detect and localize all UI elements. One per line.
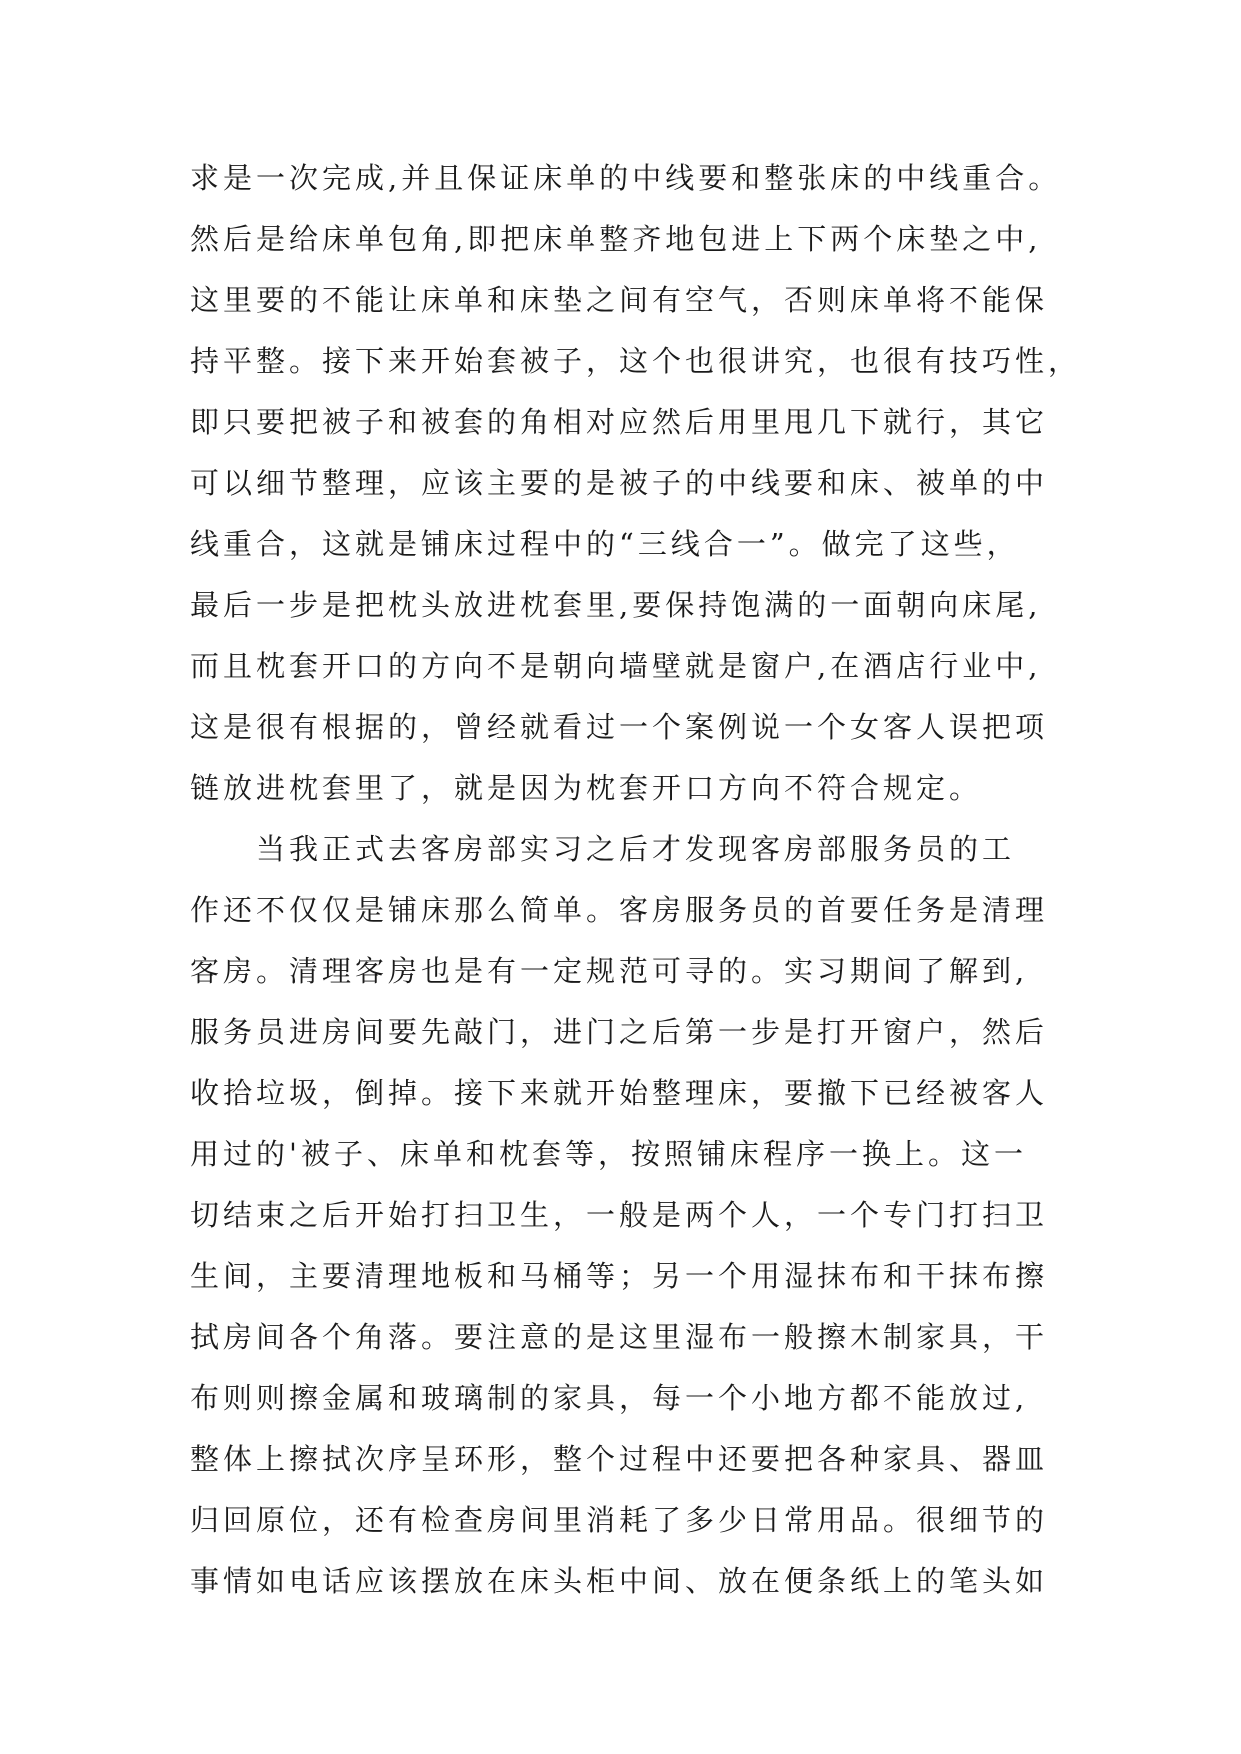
text-line: 切结束之后开始打扫卫生，一般是两个人，一个专门打扫卫 [190,1198,1049,1232]
text-line: 服务员进房间要先敲门，进门之后第一步是打开窗户，然后 [190,1015,1049,1049]
text-line: 用过的'被子、床单和枕套等，按照铺床程序一换上。这一 [190,1137,1027,1171]
text-line: 持平整。接下来开始套被子，这个也很讲究，也很有技巧性， [190,344,1082,378]
paragraph-start-line: 当我正式去客房部实习之后才发现客房部服务员的工 [190,832,1016,866]
text-line: 整体上擦拭次序呈环形，整个过程中还要把各种家具、器皿 [190,1442,1049,1476]
text-line: 最后一步是把枕头放进枕套里,要保持饱满的一面朝向床尾, [190,588,1042,622]
text-line: 可以细节整理，应该主要的是被子的中线要和床、被单的中 [190,466,1049,500]
text-line: 而且枕套开口的方向不是朝向墙壁就是窗户,在酒店行业中, [190,649,1042,683]
text-line: 生间，主要清理地板和马桶等；另一个用湿抹布和干抹布擦 [190,1259,1049,1293]
text-line: 归回原位，还有检查房间里消耗了多少日常用品。很细节的 [190,1503,1049,1537]
text-line: 求是一次完成,并且保证床单的中线要和整张床的中线重合。 [190,161,1062,195]
text-line: 布则则擦金属和玻璃制的家具，每一个小地方都不能放过, [190,1381,1029,1415]
text-line: 这是很有根据的，曾经就看过一个案例说一个女客人误把项 [190,710,1049,744]
text-line: 这里要的不能让床单和床垫之间有空气，否则床单将不能保 [190,283,1049,317]
text-line: 收拾垃圾，倒掉。接下来就开始整理床，要撤下已经被客人 [190,1076,1049,1110]
text-line: 事情如电话应该摆放在床头柜中间、放在便条纸上的笔头如 [190,1564,1049,1598]
text-line: 链放进枕套里了，就是因为枕套开口方向不符合规定。 [190,771,983,805]
text-line: 拭房间各个角落。要注意的是这里湿布一般擦木制家具，干 [190,1320,1049,1354]
text-line: 作还不仅仅是铺床那么简单。客房服务员的首要任务是清理 [190,893,1049,927]
text-line: 然后是给床单包角,即把床单整齐地包进上下两个床垫之中, [190,222,1042,256]
text-line: 客房。清理客房也是有一定规范可寻的。实习期间了解到, [190,954,1029,988]
text-line: 线重合，这就是铺床过程中的“三线合一”。做完了这些， [190,527,1020,561]
text-line: 即只要把被子和被套的角相对应然后用里甩几下就行，其它 [190,405,1049,439]
